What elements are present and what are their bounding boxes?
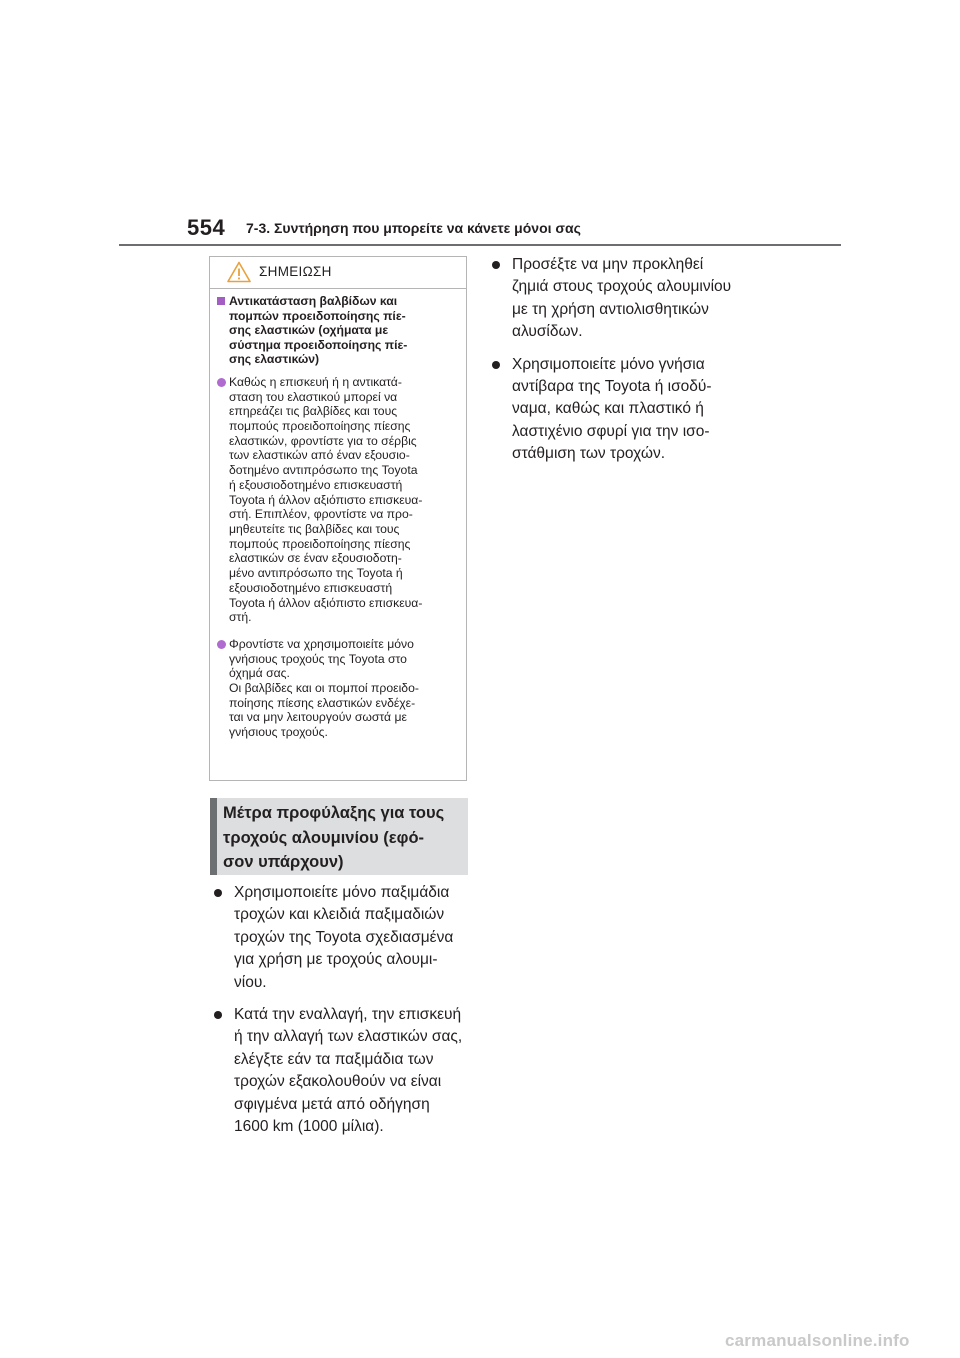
circle-bullet-icon xyxy=(217,378,226,387)
bullet-item xyxy=(492,354,752,466)
bullet-line: Χρησιμοποιείτε μόνο παξιμάδια xyxy=(234,884,450,901)
page-number: 554 xyxy=(187,215,226,240)
warning-triangle-icon xyxy=(227,261,251,283)
subheading-line: πομπών προειδοποίησης πίε- xyxy=(229,308,406,323)
notice-line: Οι βαλβίδες και οι πομποί προειδο- xyxy=(229,681,419,696)
header-rule xyxy=(119,244,841,246)
notice-line: Toyota ή άλλον αξιόπιστο επισκευα- xyxy=(229,492,423,507)
bullet-dot-icon xyxy=(492,361,500,369)
notice-header xyxy=(210,257,466,289)
notice-line: Φροντίστε να χρησιμοποιείτε μόνο xyxy=(229,636,414,651)
notice-line: Toyota ή άλλον αξιόπιστο επισκευα- xyxy=(229,595,423,610)
circle-bullet-icon xyxy=(217,640,226,649)
notice-line: εξουσιοδοτημένο επισκευαστή xyxy=(229,580,393,595)
subheading-line: Αντικατάσταση βαλβίδων και xyxy=(229,294,398,308)
bullet-line: ή την αλλαγή των ελαστικών σας, xyxy=(234,1028,463,1046)
subheading-line: σης ελαστικών) xyxy=(229,352,320,367)
notice-line: ελαστικών σε έναν εξουσιοδοτη- xyxy=(229,551,402,566)
bullet-line: σφιγμένα μετά από οδήγηση xyxy=(234,1095,430,1113)
left-bullet-list xyxy=(214,882,466,1148)
bullet-line: νίου. xyxy=(234,973,267,991)
bullet-line: λαστιχένιο σφυρί για την ισο- xyxy=(512,422,710,440)
bullet-line: ναμα, καθώς και πλαστικό ή xyxy=(512,400,704,418)
bullet-line: για χρήση με τροχούς αλουμι- xyxy=(234,951,438,969)
notice-line: όχημά σας. xyxy=(229,666,290,681)
notice-line: Καθώς η επισκευή ή η αντικατά- xyxy=(229,374,402,389)
notice-line: ται να μην λειτουργούν σωστά με xyxy=(229,710,407,725)
bullet-item xyxy=(214,882,466,994)
bullet-line: 1600 km (1000 μίλια). xyxy=(234,1118,384,1136)
bullet-item xyxy=(214,1004,466,1138)
notice-line: σταση του ελαστικού μπορεί να xyxy=(229,389,398,404)
notice-line: πομπούς προειδοποίησης πίεσης xyxy=(229,419,411,434)
notice-line: πομπούς προειδοποίησης πίεσης xyxy=(229,536,411,551)
notice-box xyxy=(209,256,467,781)
notice-body xyxy=(210,289,466,740)
notice-line: επηρεάζει τις βαλβίδες και τους xyxy=(229,404,398,419)
notice-line: στή. Επιπλέον, φροντίστε να προ- xyxy=(229,507,413,522)
watermark: carmanualsonline.info xyxy=(725,1331,910,1350)
bullet-line: αντίβαρα της Toyota ή ισοδύ- xyxy=(512,378,712,396)
bullet-dot-icon xyxy=(214,889,222,897)
notice-item xyxy=(217,637,458,740)
notice-line: ή εξουσιοδοτημένο επισκευαστή xyxy=(229,477,403,492)
section-heading xyxy=(210,798,468,875)
notice-line: ποίησης πίεσης ελαστικών ενδέχε- xyxy=(229,695,416,710)
notice-line: μηθευτείτε τις βαλβίδες και τους xyxy=(229,522,400,536)
notice-line: δοτημένο αντιπρόσωπο της Toyota xyxy=(229,463,418,478)
notice-label: ΣΗΜΕΙΩΣΗ xyxy=(259,264,332,279)
bullet-line: τροχών της Toyota σχεδιασμένα xyxy=(234,928,454,946)
notice-line: μένο αντιπρόσωπο της Toyota ή xyxy=(229,566,403,581)
bullet-line: τροχών και κλειδιά παξιμαδιών xyxy=(234,906,445,924)
bullet-line: ζημιά στους τροχούς αλουμινίου xyxy=(512,278,732,296)
notice-line: ελαστικών, φροντίστε για το σέρβις xyxy=(229,433,417,448)
notice-item xyxy=(217,375,458,625)
bullet-line: Κατά την εναλλαγή, την επισκευή xyxy=(234,1006,462,1024)
bullet-line: με τη χρήση αντιολισθητικών xyxy=(512,300,709,318)
heading-line: Μέτρα προφύλαξης για τους xyxy=(223,804,445,822)
section-title: 7-3. Συντήρηση που μπορείτε να κάνετε μόνοι σας xyxy=(246,220,581,236)
bullet-line: στάθμιση των τροχών. xyxy=(512,445,666,463)
subheading-line: σης ελαστικών (οχήματα με xyxy=(229,323,389,338)
bullet-line: ελέγξτε εάν τα παξιμάδια των xyxy=(234,1050,434,1068)
heading-line: τροχούς αλουμινίου (εφό- xyxy=(223,828,425,847)
bullet-dot-icon xyxy=(492,261,500,269)
notice-line: γνήσιους τροχούς της Toyota στο xyxy=(229,651,407,666)
bullet-line: Χρησιμοποιείτε μόνο γνήσια xyxy=(512,355,705,373)
subheading-line: σύστημα προειδοποίησης πίε- xyxy=(229,337,408,352)
bullet-item xyxy=(492,254,752,344)
notice-line: των ελαστικών από έναν εξουσιο- xyxy=(229,448,410,463)
bullet-line: αλυσίδων. xyxy=(512,323,583,341)
bullet-line: Προσέξτε να μην προκληθεί xyxy=(512,256,704,273)
square-bullet-icon xyxy=(217,297,225,305)
bullet-dot-icon xyxy=(214,1011,222,1019)
notice-subheading xyxy=(217,294,458,367)
right-bullet-list xyxy=(492,254,752,476)
heading-line: σον υπάρχουν) xyxy=(223,853,344,871)
notice-line: στή. xyxy=(229,610,252,625)
notice-line: γνήσιους τροχούς. xyxy=(229,725,328,740)
bullet-line: τροχών εξακολουθούν να είναι xyxy=(234,1073,442,1091)
